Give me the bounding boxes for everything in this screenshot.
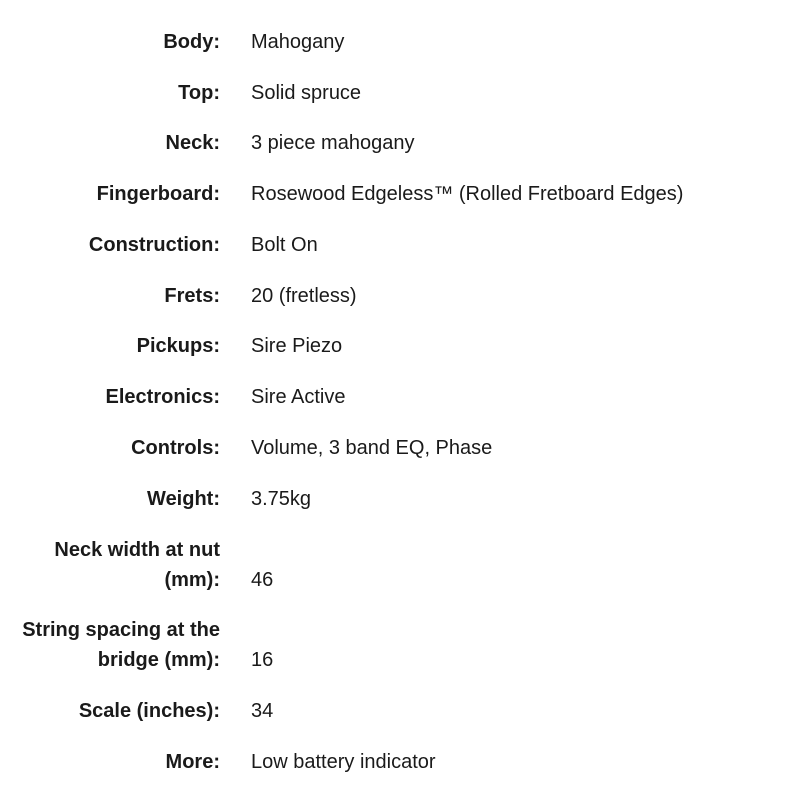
- spec-value: Mahogany: [251, 31, 345, 53]
- spec-value: 3.75kg: [251, 488, 312, 510]
- spec-value: Sire Active: [251, 386, 346, 408]
- spec-value: 3 piece mahogany: [251, 132, 415, 154]
- spec-label: Controls:: [131, 437, 220, 459]
- spec-label: Top:: [178, 82, 220, 104]
- spec-value: 46: [251, 569, 274, 591]
- spec-value: Solid spruce: [251, 82, 362, 104]
- spec-label: More:: [165, 751, 220, 773]
- spec-value: Low battery indicator: [251, 751, 436, 773]
- spec-label: Electronics:: [105, 386, 220, 408]
- spec-value: 16: [251, 649, 274, 671]
- spec-value: Sire Piezo: [251, 335, 343, 357]
- spec-value: 20 (fretless): [251, 285, 357, 307]
- spec-value: Rosewood Edgeless™ (Rolled Fretboard Edges): [251, 183, 684, 205]
- spec-label: Frets:: [164, 285, 220, 307]
- spec-label: Body:: [163, 31, 220, 53]
- spec-label: Neck:: [165, 132, 220, 154]
- spec-label: Weight:: [147, 488, 220, 510]
- spec-label: Scale (inches):: [78, 700, 220, 722]
- spec-label: Construction:: [88, 234, 220, 256]
- spec-value: Bolt On: [251, 234, 318, 256]
- spec-label: Neck width at nut (mm):: [54, 539, 220, 591]
- spec-label: Fingerboard:: [96, 183, 220, 205]
- spec-label: Pickups:: [136, 335, 220, 357]
- spec-label: String spacing at the bridge (mm):: [22, 619, 220, 671]
- spec-value: Volume, 3 band EQ, Phase: [251, 437, 493, 459]
- spec-value: 34: [251, 700, 274, 722]
